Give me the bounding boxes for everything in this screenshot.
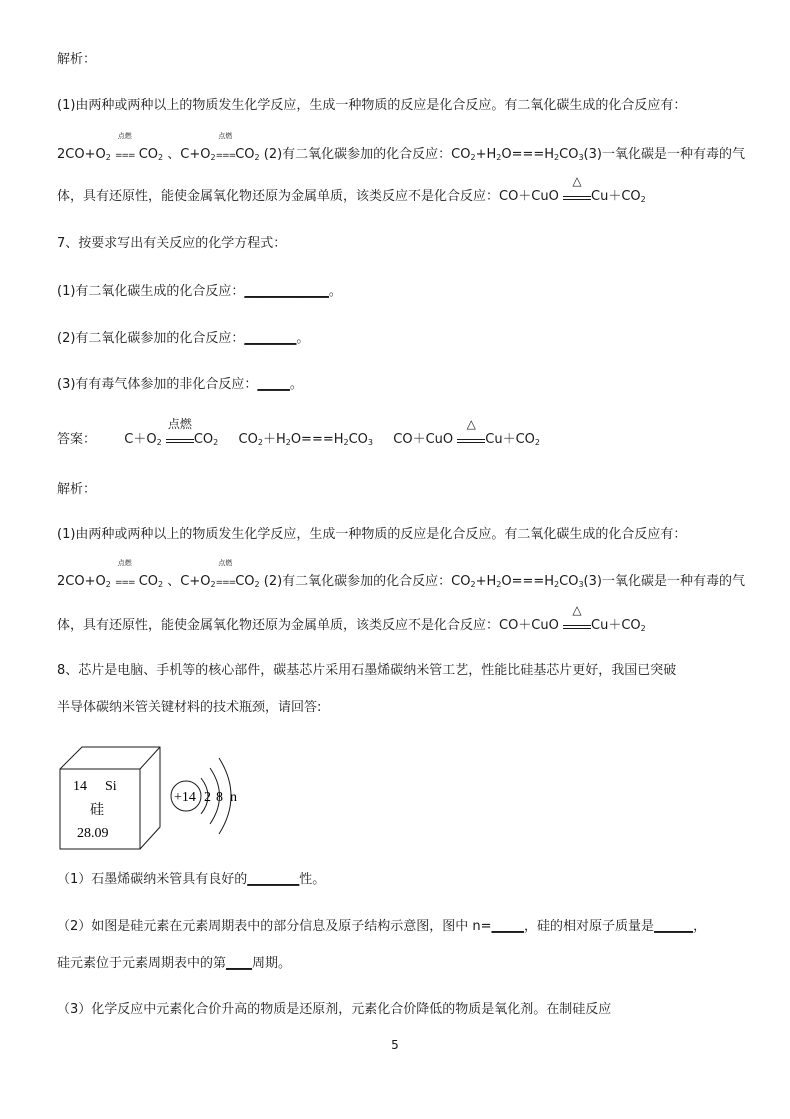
answer-blank[interactable]: ______ [654,919,694,934]
element-cell [60,747,160,849]
answer-blank[interactable]: _____ [257,377,290,392]
page-number: 5 [391,1038,399,1052]
delta-equals: △ [457,431,485,443]
q7-sub3: (3)有有毒气体参加的非化合反应：_____。 [57,377,303,392]
q8-line2: 半导体碳纳米管关键材料的技术瓶颈，请回答: [57,700,322,715]
answer-blank[interactable]: ________ [244,331,297,346]
analysis-equation-line-1: $2CO+O_2$ 点燃 === $CO_2$ 、$C+O_2$ 点燃 $===CO_2$ (2)有二氧化碳参加的化合反应：$CO_2+H_2O===H_2CO_3(3)$一氧化碳是一种有毒的气 [57,146,745,167]
q7-title: 7、按要求写出有关反应的化学方程式： [57,236,287,251]
analysis-p4-1: 体，具有还原性，能使金属氧化物还原为金属单质，该类反应不是化合反应：CO＋CuO △ $Cu+CO_2$ [57,174,646,204]
condition-equals: 点燃 === [215,132,236,161]
condition-equals: 点燃 === [215,559,236,588]
delta-equals: △ [563,188,591,200]
dianran-equals: 点燃 [166,431,194,443]
element-symbol: Si [105,779,117,794]
delta-equals: △ [563,617,591,629]
analysis-p4-2: 体，具有还原性，能使金属氧化物还原为金属单质，该类反应不是化合反应：CO＋CuO △ $Cu+CO_2$ [57,603,646,633]
shell-2-electrons: 8 [216,790,223,805]
q8-sub1: （1）石墨烯碳纳米管具有良好的________性。 [57,872,326,887]
silicon-figure [55,742,255,852]
shell-3-electrons: n [230,790,237,805]
answer-blank[interactable]: ________ [247,872,300,887]
analysis-p1-1: (1)由两种或两种以上的物质发生化学反应，生成一种物质的反应是化合反应。有二氧化碳生成的化合反应有： [57,98,687,113]
q8-sub2: （2）如图是硅元素在元素周期表中的部分信息及原子结构示意图，图中 n=_____，硅的相对原子质量是______， [57,919,707,934]
analysis-equation-line-2: $2CO+O_2$ 点燃 === $CO_2$ 、$C+O_2$ 点燃 $===CO_2$ (2)有二氧化碳参加的化合反应：$CO_2+H_2O===H_2CO_3(3)$一氧化碳是一种有毒的气 [57,573,745,594]
answer-blank[interactable]: _____ [491,919,525,934]
answer-blank[interactable]: _____________ [244,284,329,299]
q8-line1: 8、芯片是电脑、手机等的核心部件，碳基芯片采用石墨烯碳纳米管工艺，性能比硅基芯片更好，我国已突破 [57,663,677,678]
condition-equals: 点燃 === [114,559,135,588]
analysis-p1-2: (1)由两种或两种以上的物质发生化学反应，生成一种物质的反应是化合反应。有二氧化碳生成的化合反应有： [57,527,687,542]
analysis-label-1: 解析： [57,52,97,67]
nucleus-charge: +14 [174,790,196,805]
shell-1-electrons: 2 [204,790,211,805]
q8-sub2-line2: 硅元素位于元素周期表中的第____周期。 [57,956,292,971]
q7-answer: 答案： $C+O_2$ 点燃 $CO_2$ $CO_2+H_2O===H_2CO_3$ CO＋CuO △ $Cu+CO_2$ [57,417,541,447]
q7-sub1: (1)有二氧化碳生成的化合反应：_____________。 [57,284,342,299]
atomic-number: 14 [73,779,87,794]
atomic-mass: 28.09 [77,826,109,841]
analysis-label-2: 解析： [57,482,97,497]
q7-sub2: (2)有二氧化碳参加的化合反应：________。 [57,331,310,346]
answer-blank[interactable]: ____ [226,956,253,971]
q8-sub3: （3）化学反应中元素化合价升高的物质是还原剂，元素化合价降低的物质是氧化剂。在制硅反应 [57,1002,612,1017]
condition-equals: 点燃 === [114,132,135,161]
element-name: 硅 [90,802,104,818]
